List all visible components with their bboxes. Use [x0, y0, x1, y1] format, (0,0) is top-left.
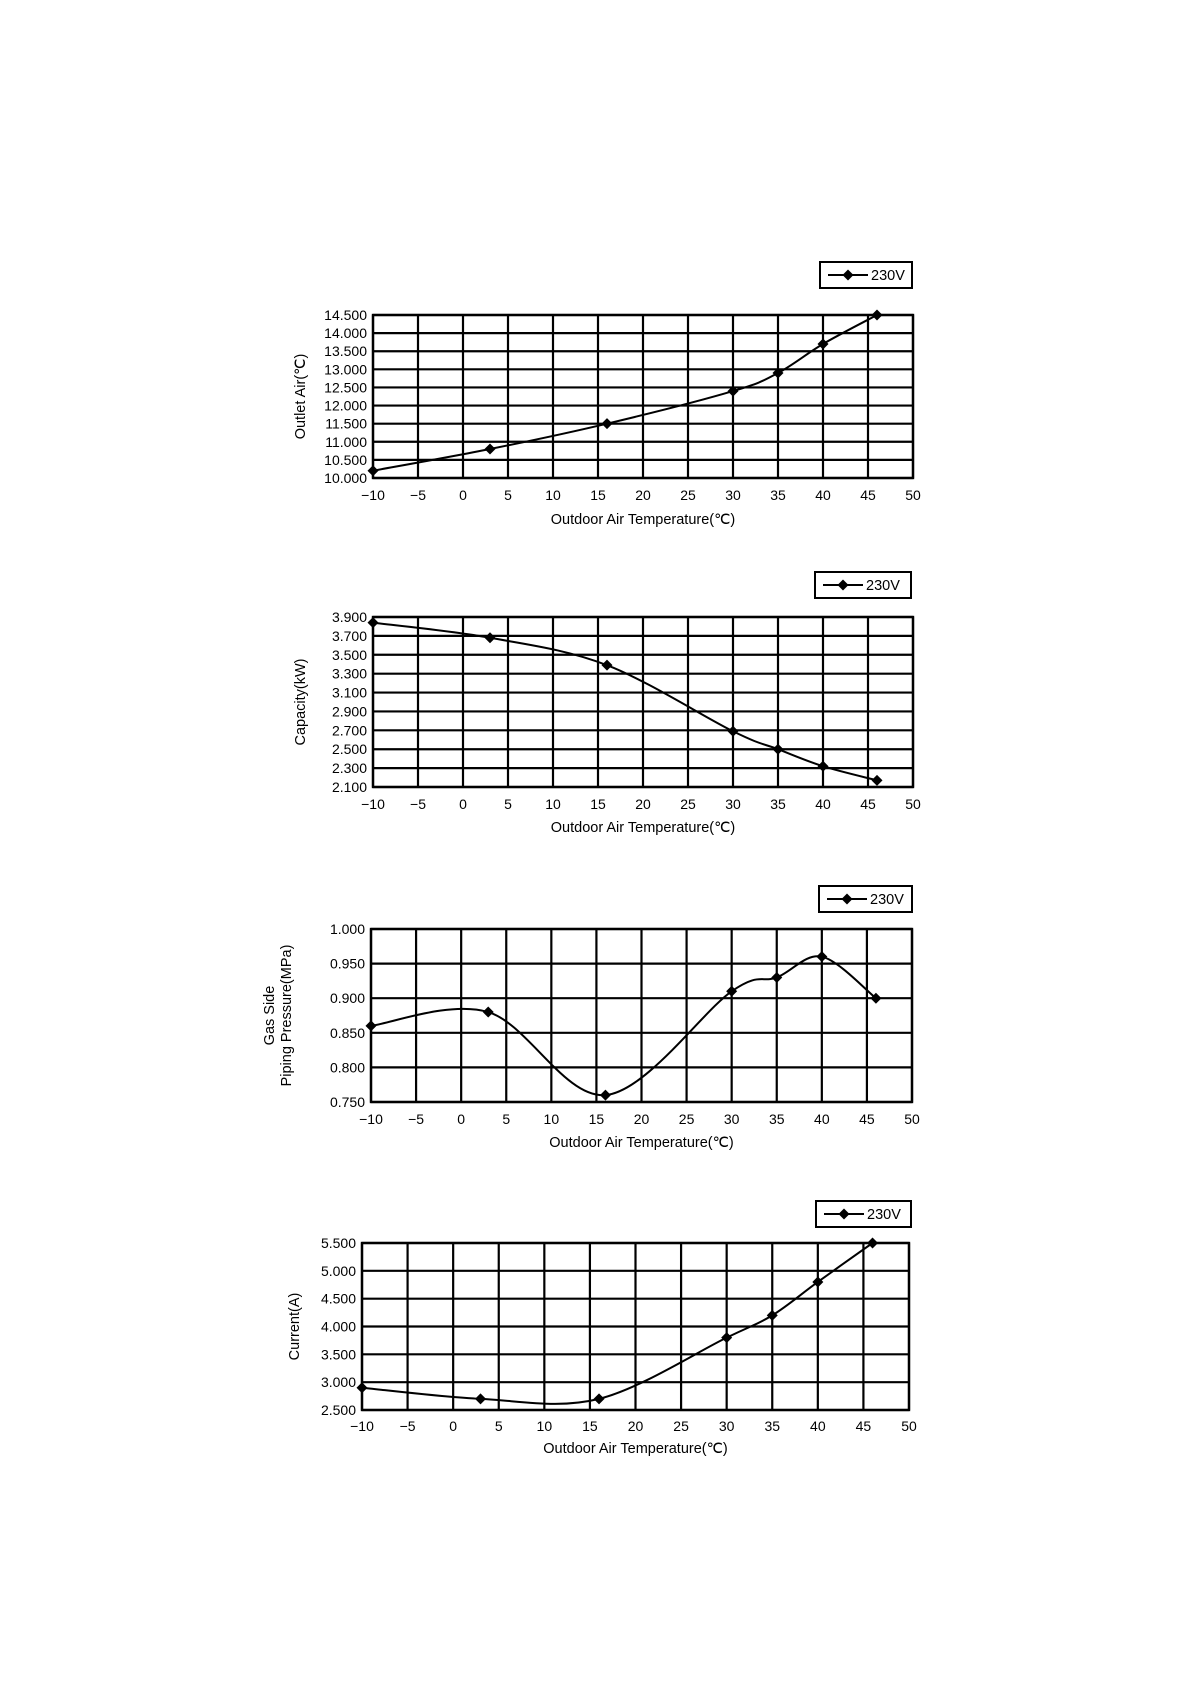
- x-tick-label: 25: [680, 796, 696, 812]
- x-axis-label: Outdoor Air Temperature(℃): [550, 512, 736, 528]
- y-tick-label: 0.900: [329, 990, 365, 1007]
- y-tick-label: 12.000: [324, 397, 367, 414]
- data-point: [485, 444, 496, 455]
- y-tick-label: 5.000: [320, 1262, 356, 1279]
- legend-label: 230V: [866, 578, 900, 594]
- y-tick-label: 13.000: [324, 361, 367, 378]
- x-tick-label: 30: [723, 1111, 740, 1127]
- y-tick-label: 11.000: [325, 433, 367, 450]
- x-tick-label: 20: [627, 1418, 644, 1434]
- legend: [816, 1201, 911, 1227]
- data-point: [368, 617, 379, 628]
- x-tick-label: 35: [770, 487, 786, 503]
- x-tick-label: 35: [764, 1418, 781, 1434]
- y-tick-label: 2.900: [331, 703, 367, 720]
- x-tick-label: 20: [635, 487, 651, 503]
- data-point: [357, 1382, 368, 1393]
- series-line: [371, 956, 876, 1095]
- x-tick-label: 50: [904, 1111, 920, 1127]
- data-point: [475, 1393, 486, 1404]
- data-point: [872, 775, 883, 786]
- x-tick-label: 30: [718, 1418, 735, 1434]
- series-line: [373, 623, 877, 781]
- data-point: [816, 951, 827, 962]
- x-tick-label: −5: [408, 1111, 425, 1127]
- y-tick-label: 11.500: [325, 415, 367, 432]
- y-tick-label: 3.500: [320, 1346, 356, 1363]
- legend: [820, 262, 912, 288]
- x-tick-label: 10: [545, 796, 561, 812]
- x-tick-label: 0: [459, 487, 467, 503]
- data-point: [368, 465, 379, 476]
- y-tick-label: 3.500: [331, 646, 367, 663]
- x-tick-label: 20: [633, 1111, 650, 1127]
- y-tick-label: 10.000: [324, 470, 367, 486]
- data-point: [818, 338, 829, 349]
- y-tick-label: 2.500: [331, 741, 367, 758]
- x-tick-label: 45: [860, 796, 876, 812]
- x-tick-label: −10: [359, 1111, 383, 1127]
- y-tick-label: 0.850: [329, 1024, 365, 1041]
- x-tick-label: −10: [350, 1418, 374, 1434]
- data-point: [602, 660, 613, 671]
- y-tick-label: 3.000: [320, 1374, 356, 1391]
- x-tick-label: 25: [673, 1418, 689, 1434]
- x-tick-label: −10: [361, 796, 385, 812]
- y-tick-label: 2.300: [331, 760, 367, 777]
- y-tick-label: 2.100: [331, 779, 367, 795]
- x-tick-label: 50: [905, 487, 921, 503]
- data-point: [771, 972, 782, 983]
- x-tick-label: 10: [536, 1418, 553, 1434]
- data-point: [872, 310, 883, 321]
- x-tick-label: 10: [543, 1111, 560, 1127]
- x-tick-label: −5: [410, 487, 426, 503]
- y-tick-label: 4.000: [320, 1318, 356, 1335]
- x-tick-label: 30: [725, 487, 741, 503]
- x-tick-label: 15: [590, 796, 606, 812]
- x-tick-label: 20: [635, 796, 651, 812]
- x-tick-label: 15: [582, 1418, 598, 1434]
- y-tick-label: 3.300: [331, 665, 367, 682]
- legend-label: 230V: [870, 892, 904, 908]
- y-tick-label: 13.500: [324, 343, 367, 360]
- data-point: [721, 1332, 732, 1343]
- x-tick-label: 45: [860, 487, 876, 503]
- x-tick-label: 5: [494, 1418, 503, 1434]
- y-axis-label: Capacity(kW): [293, 658, 309, 746]
- x-tick-label: 5: [504, 487, 512, 503]
- y-tick-label: 12.500: [324, 379, 367, 396]
- x-tick-label: 5: [502, 1111, 511, 1127]
- grid: [371, 929, 912, 1102]
- x-tick-label: 40: [814, 1111, 830, 1127]
- data-point: [485, 632, 496, 643]
- x-tick-label: 10: [545, 487, 561, 503]
- series-line: [362, 1243, 873, 1404]
- x-tick-label: 30: [725, 796, 741, 812]
- y-tick-label: 3.900: [331, 609, 367, 625]
- grid: [373, 617, 913, 787]
- data-point: [600, 1090, 611, 1101]
- x-axis-label: Outdoor Air Temperature(℃): [550, 820, 736, 836]
- x-tick-label: 40: [815, 796, 831, 812]
- x-tick-label: −10: [361, 487, 385, 503]
- chart-2: [293, 572, 921, 836]
- y-tick-label: 10.500: [324, 451, 367, 468]
- y-tick-label: 14.500: [324, 307, 367, 323]
- y-axis-label: Piping Pressure(MPa): [279, 944, 295, 1087]
- y-axis-label: Current(A): [287, 1292, 303, 1361]
- x-tick-label: 50: [905, 796, 921, 812]
- y-tick-label: 0.800: [329, 1059, 365, 1076]
- y-axis-label: Outlet Air(℃): [293, 353, 309, 440]
- y-tick-label: 5.500: [320, 1235, 356, 1251]
- y-tick-label: 2.700: [331, 722, 367, 739]
- x-axis-label: Outdoor Air Temperature(℃): [543, 1441, 728, 1457]
- x-tick-label: 25: [678, 1111, 695, 1127]
- x-tick-label: 0: [449, 1418, 458, 1434]
- x-tick-label: 50: [901, 1418, 917, 1434]
- x-tick-label: 15: [588, 1111, 605, 1127]
- chart-1: [293, 262, 921, 528]
- y-tick-label: 1.000: [329, 921, 365, 937]
- x-tick-label: 35: [768, 1111, 785, 1127]
- x-axis-label: Outdoor Air Temperature(℃): [549, 1135, 734, 1151]
- series-line: [373, 315, 877, 471]
- y-tick-label: 4.500: [320, 1290, 356, 1307]
- x-tick-label: 45: [855, 1418, 872, 1434]
- y-tick-label: 14.000: [324, 325, 367, 342]
- legend: [819, 886, 912, 912]
- x-tick-label: 5: [504, 796, 512, 812]
- chart-3: [262, 886, 920, 1151]
- data-point: [594, 1393, 605, 1404]
- y-tick-label: 0.750: [329, 1094, 365, 1110]
- legend-label: 230V: [871, 268, 905, 284]
- x-tick-label: 0: [457, 1111, 466, 1127]
- x-tick-label: 35: [770, 796, 786, 812]
- x-tick-label: −5: [410, 796, 426, 812]
- data-point: [773, 744, 784, 755]
- legend-label: 230V: [867, 1207, 901, 1223]
- data-point: [728, 726, 739, 737]
- x-tick-label: −5: [399, 1418, 416, 1434]
- x-tick-label: 40: [810, 1418, 826, 1434]
- y-tick-label: 2.500: [320, 1402, 356, 1418]
- y-tick-label: 0.950: [329, 955, 365, 972]
- x-tick-label: 15: [590, 487, 606, 503]
- data-point: [818, 761, 829, 772]
- data-point: [602, 418, 613, 429]
- data-point: [483, 1007, 494, 1018]
- y-tick-label: 3.700: [331, 627, 367, 644]
- chart-4: [287, 1201, 917, 1457]
- y-tick-label: 3.100: [331, 684, 367, 701]
- x-tick-label: 40: [815, 487, 831, 503]
- x-tick-label: 45: [859, 1111, 875, 1127]
- x-tick-label: 0: [459, 796, 467, 812]
- y-axis-label: Gas Side: [262, 985, 278, 1046]
- data-point: [767, 1310, 778, 1321]
- legend: [815, 572, 911, 598]
- x-tick-label: 25: [680, 487, 696, 503]
- data-point: [366, 1020, 377, 1031]
